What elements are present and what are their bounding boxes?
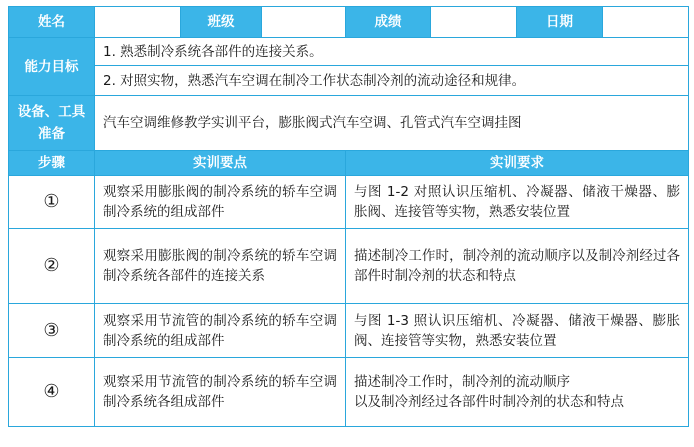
points-column-header: 实训要点 [95,151,346,176]
step-requirement: 描述制冷工作时，制冷剂的流动顺序以及制冷剂经过各部件时制冷剂的状态和特点 [346,229,689,304]
step-requirement: 与图 1-3 照认识压缩机、冷凝器、储液干燥器、膨胀阀、连接管等实物，熟悉安装位置 [346,304,689,358]
ability-label: 能力目标 [9,38,95,96]
step-number: ② [9,229,95,304]
step-number: ① [9,176,95,229]
score-field[interactable] [431,7,517,38]
name-label: 姓名 [9,7,95,38]
step-row [9,358,689,427]
column-header-row [9,151,689,176]
step-row [9,229,689,304]
class-field[interactable] [262,7,346,38]
equipment-label: 设备、工具准备 [9,96,95,151]
date-field[interactable] [603,7,689,38]
class-label: 班级 [181,7,262,38]
ability-item-1: 1. 熟悉制冷系统各部件的连接关系。 [95,38,689,66]
step-column-header: 步骤 [9,151,95,176]
training-table [8,6,689,427]
step-row [9,176,689,229]
ability-row-2 [9,66,689,96]
step-requirement: 描述制冷工作时，制冷剂的流动顺序 以及制冷剂经过各部件时制冷剂的状态和特点 [346,358,689,427]
requirements-column-header: 实训要求 [346,151,689,176]
step-point: 观察采用节流管的制冷系统的轿车空调制冷系统的组成部件 [95,304,346,358]
equipment-row [9,96,689,151]
equipment-text: 汽车空调维修教学实训平台，膨胀阀式汽车空调、孔管式汽车空调挂图 [95,96,689,151]
ability-row-1 [9,38,689,66]
step-number: ④ [9,358,95,427]
step-requirement: 与图 1-2 对照认识压缩机、冷凝器、储液干燥器、膨胀阀、连接管等实物，熟悉安装位置 [346,176,689,229]
step-point: 观察采用节流管的制冷系统的轿车空调制冷系统各组成部件 [95,358,346,427]
name-field[interactable] [95,7,181,38]
ability-item-2: 2. 对照实物，熟悉汽车空调在制冷工作状态制冷剂的流动途径和规律。 [95,66,689,96]
step-point: 观察采用膨胀阀的制冷系统的轿车空调制冷系统各部件的连接关系 [95,229,346,304]
step-number: ③ [9,304,95,358]
score-label: 成绩 [346,7,431,38]
step-point: 观察采用膨胀阀的制冷系统的轿车空调制冷系统的组成部件 [95,176,346,229]
info-row [9,7,689,38]
step-row [9,304,689,358]
date-label: 日期 [517,7,603,38]
